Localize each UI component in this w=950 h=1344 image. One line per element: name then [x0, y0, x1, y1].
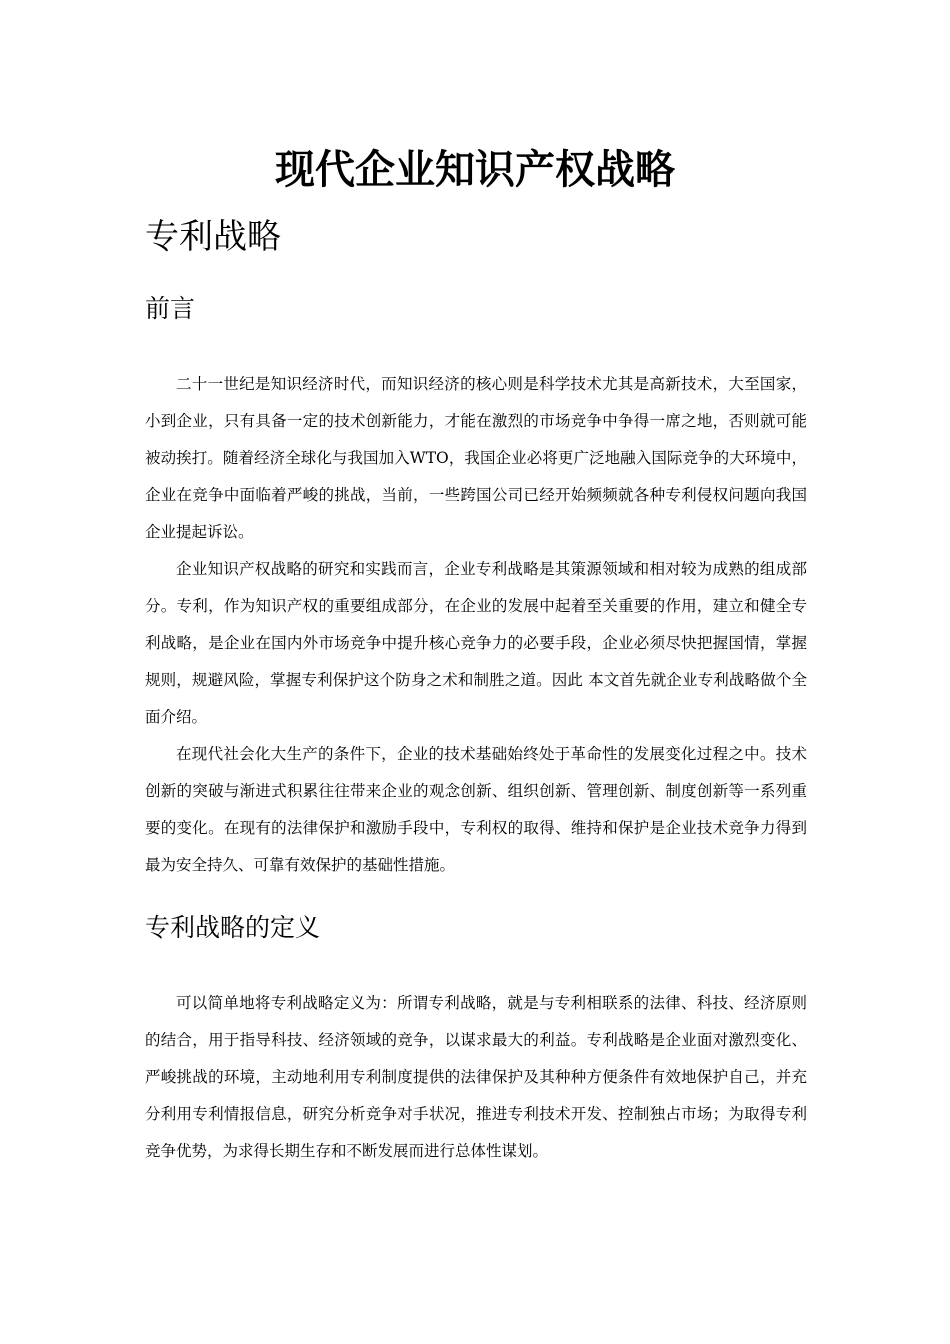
preface-paragraph-2: 企业知识产权战略的研究和实践而言，企业专利战略是其策源领域和相对较为成熟的组成部分。专利，作为知识产权的重要组成部分，在企业的发展中起着至关重要的作用，建立和健全专利战略，是企业在国内外市场竞争中提升核心竞争力的必要手段，企业必须尽快把握国情，掌握规则，规避风险，掌握专利保护这个防身之术和制胜之道。因此 本文首先就企业专利战略做个全面介绍。	[145, 560, 807, 726]
document-title: 现代企业知识产权战略	[275, 147, 675, 193]
section-heading-patent-strategy: 专利战略	[145, 217, 281, 257]
preface-paragraph-1: 二十一世纪是知识经济时代，而知识经济的核心则是科学技术尤其是高新技术，大至国家，小到企业，只有具备一定的技术创新能力，才能在激烈的市场竞争中争得一席之地，否则就可能被动挨打。随着经济全球化与我国加入WTO，我国企业必将更广泛地融入国际竞争的大环境中，企业在竞争中面临着严峻的挑战，当前，一些跨国公司已经开始频频就各种专利侵权问题向我国企业提起诉讼。	[145, 375, 807, 541]
preface-paragraph-3: 在现代社会化大生产的条件下，企业的技术基础始终处于革命性的发展变化过程之中。技术创新的突破与渐进式积累往往带来企业的观念创新、组织创新、管理创新、制度创新等一系列重要的变化。在现有的法律保护和激励手段中，专利权的取得、维持和保护是企业技术竞争力得到最为安全持久、可靠有效保护的基础性措施。	[145, 745, 807, 874]
definition-paragraph-1: 可以简单地将专利战略定义为：所谓专利战略，就是与专利相联系的法律、科技、经济原则的结合，用于指导科技、经济领域的竞争，以谋求最大的利益。专利战略是企业面对激烈变化、严峻挑战的环境，主动地利用专利制度提供的法律保护及其种种方便条件有效地保护自己，并充分利用专利情报信息，研究分析竞争对手状况，推进专利技术开发、控制独占市场；为取得专利竞争优势，为求得长期生存和不断发展而进行总体性谋划。	[145, 994, 807, 1160]
subheading-definition: 专利战略的定义	[145, 913, 321, 942]
subheading-preface: 前言	[145, 294, 196, 323]
